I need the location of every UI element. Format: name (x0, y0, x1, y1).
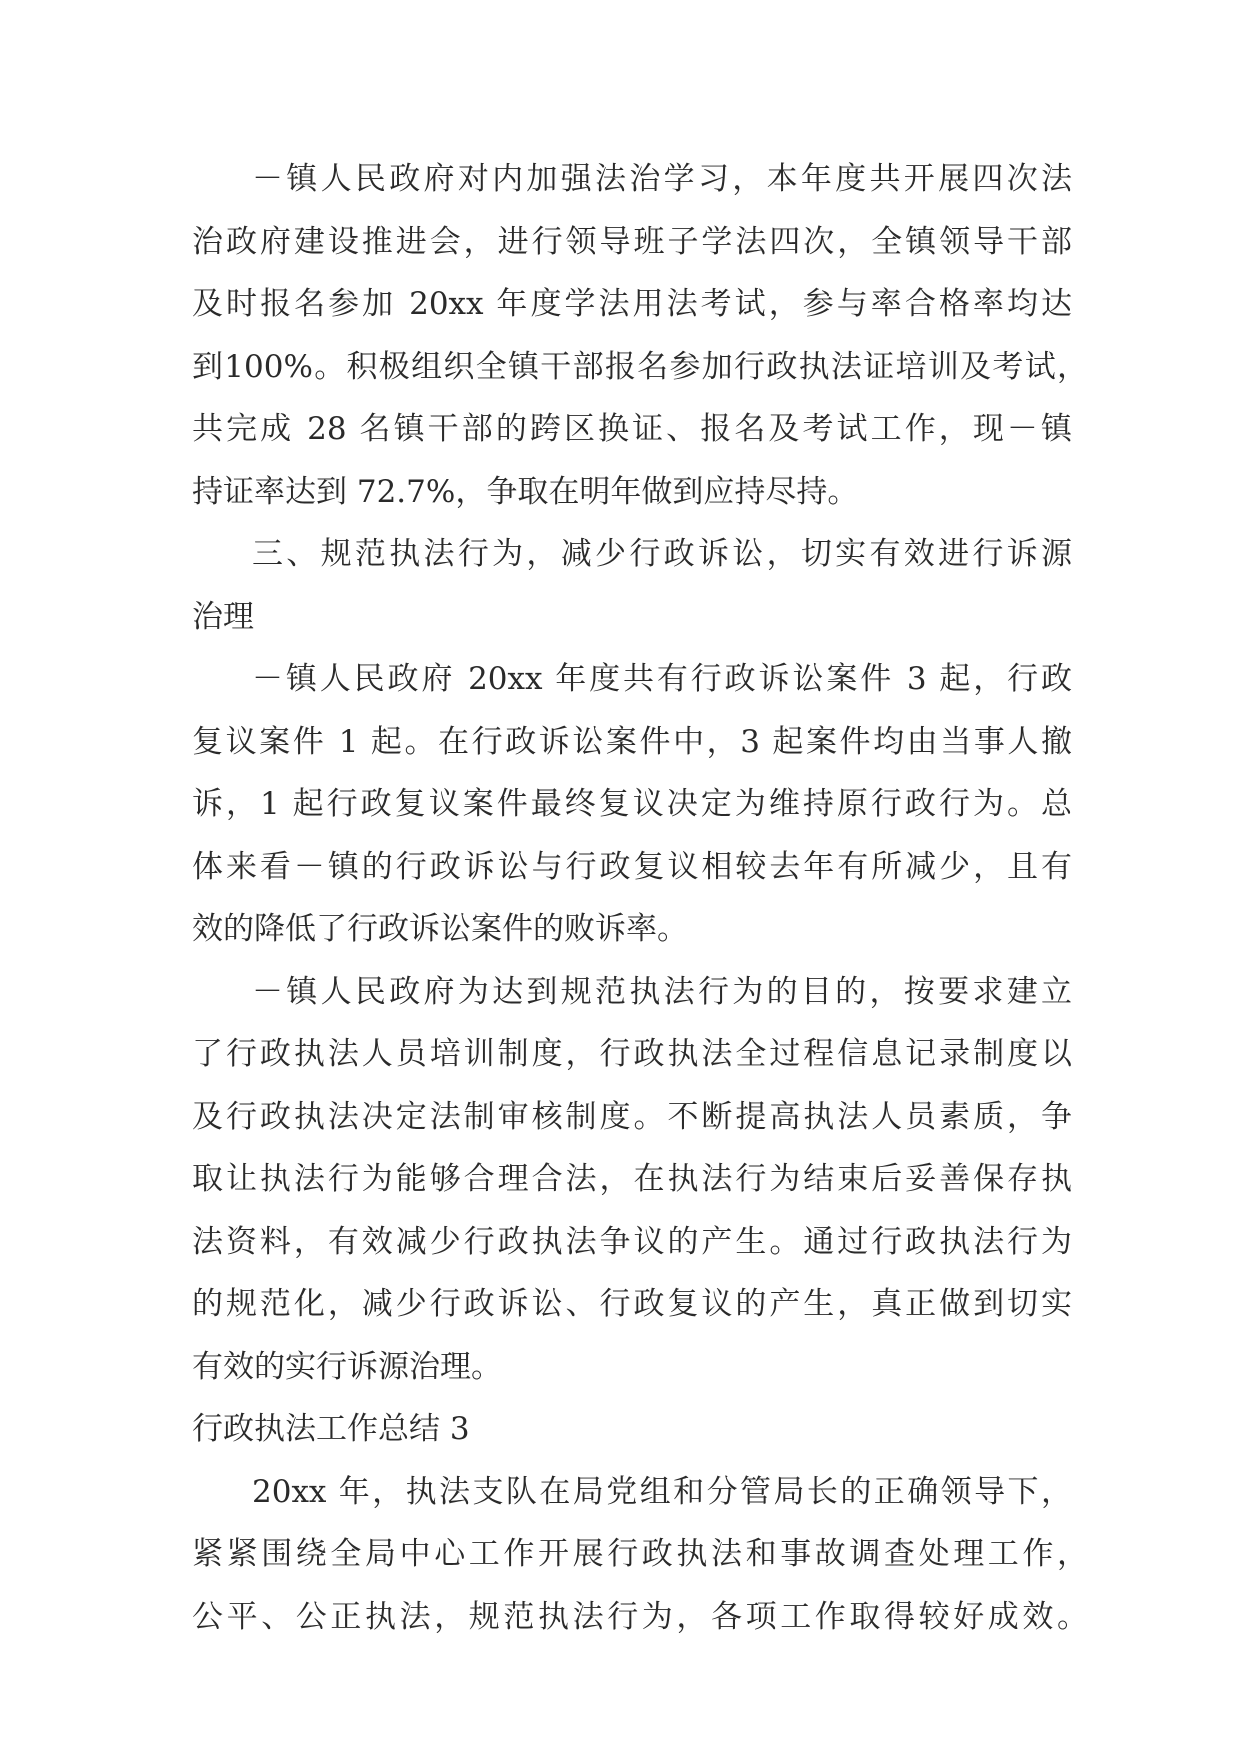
text-line: 治政府建设推进会，进行领导班子学法四次，全镇领导干部 (192, 224, 1072, 260)
text-line: 效的降低了行政诉讼案件的败诉率。 (192, 911, 688, 947)
text-line: 及时报名参加 20xx 年度学法用法考试，参与率合格率均达 (192, 286, 1072, 322)
text-line: 的规范化，减少行政诉讼、行政复议的产生，真正做到切实 (192, 1286, 1072, 1322)
text-line: 复议案件 1 起。在行政诉讼案件中，3 起案件均由当事人撤 (192, 724, 1072, 760)
text-line: 20xx 年，执法支队在局党组和分管局长的正确领导下， (252, 1474, 1072, 1510)
section-heading-continued: 治理 (192, 599, 254, 635)
text-line: 及行政执法决定法制审核制度。不断提高执法人员素质，争 (192, 1099, 1072, 1135)
text-line: 了行政执法人员培训制度，行政执法全过程信息记录制度以 (192, 1036, 1072, 1072)
text-line: 取让执法行为能够合理合法，在执法行为结束后妥善保存执 (192, 1161, 1072, 1197)
text-line: 公平、公正执法，规范执法行为，各项工作取得较好成效。 (192, 1599, 1088, 1635)
text-line: 诉，1 起行政复议案件最终复议决定为维持原行政行为。总 (192, 786, 1072, 822)
text-line: 持证率达到 72.7%，争取在明年做到应持尽持。 (192, 474, 859, 510)
text-line: －镇人民政府 20xx 年度共有行政诉讼案件 3 起，行政 (252, 661, 1072, 697)
text-line: －镇人民政府为达到规范执法行为的目的，按要求建立 (252, 974, 1072, 1010)
text-line: 法资料，有效减少行政执法争议的产生。通过行政执法行为 (192, 1224, 1072, 1260)
text-line: 到100%。积极组织全镇干部报名参加行政执法证培训及考试， (192, 349, 1088, 385)
text-line: 体来看－镇的行政诉讼与行政复议相较去年有所减少，且有 (192, 849, 1072, 885)
text-line: －镇人民政府对内加强法治学习，本年度共开展四次法 (252, 161, 1072, 197)
text-line: 紧紧围绕全局中心工作开展行政执法和事故调查处理工作， (192, 1536, 1088, 1572)
text-line: 有效的实行诉源治理。 (192, 1349, 502, 1385)
section-heading: 三、规范执法行为，减少行政诉讼，切实有效进行诉源 (252, 536, 1072, 572)
text-line: 共完成 28 名镇干部的跨区换证、报名及考试工作，现－镇 (192, 411, 1072, 447)
article-title: 行政执法工作总结 3 (192, 1411, 470, 1447)
